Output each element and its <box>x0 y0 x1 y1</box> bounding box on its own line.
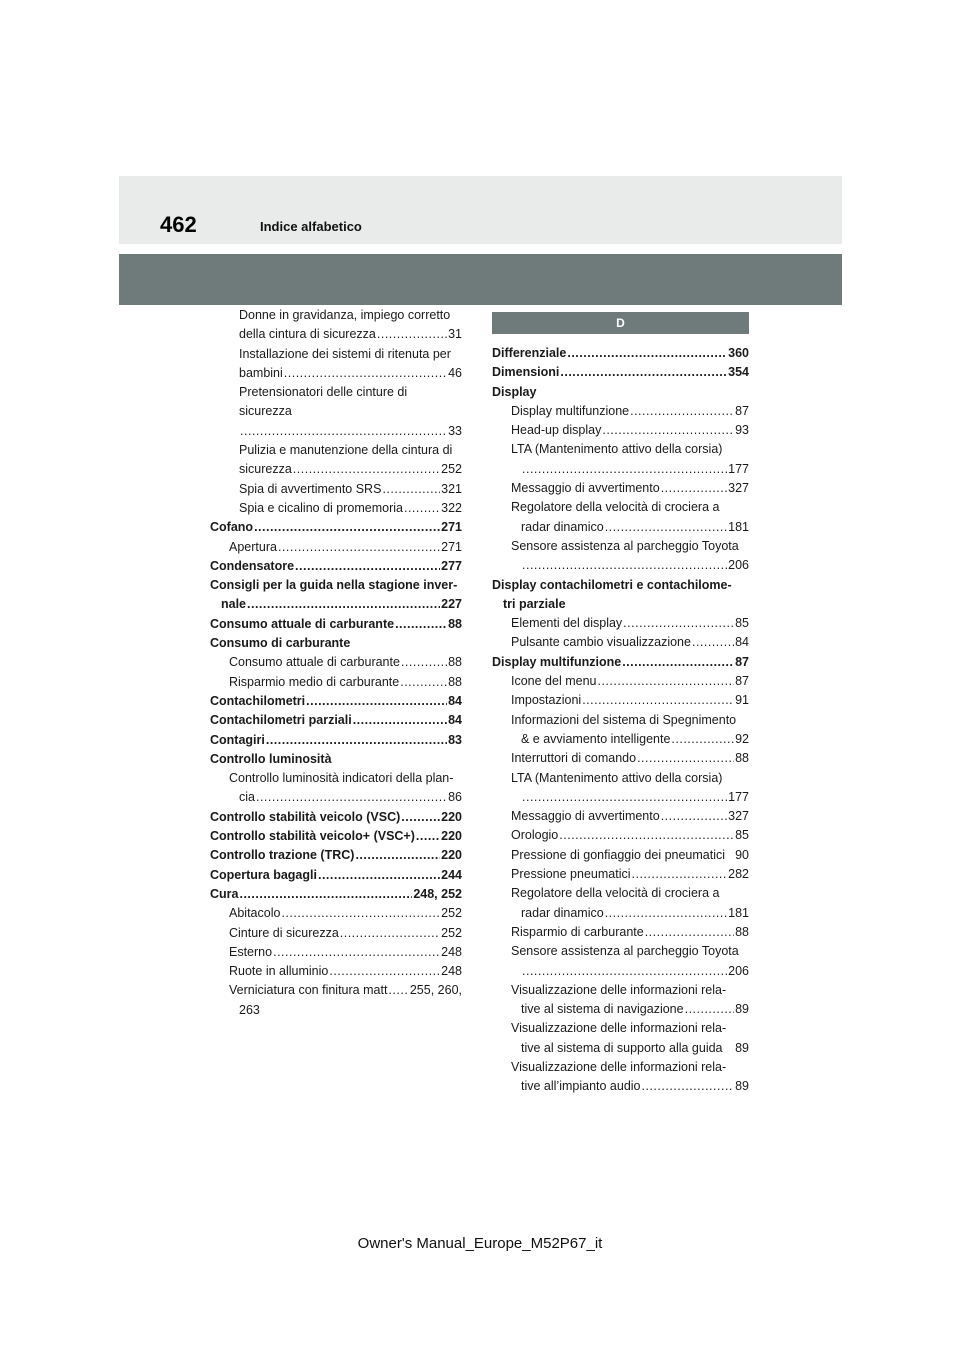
index-entry <box>210 422 462 441</box>
index-entry-text: Consumo attuale di carburante <box>210 616 395 631</box>
index-entry-text: Pulsante cambio visualizzazione <box>511 635 691 650</box>
index-entry-leader <box>559 826 734 845</box>
index-entry-text: tive all’impianto audio <box>521 1079 641 1094</box>
index-entry-leader <box>623 614 734 633</box>
index-entry-page: 88 <box>448 674 462 689</box>
index-entry-text: Apertura <box>229 539 277 554</box>
index-entry-text: Contagiri <box>210 732 265 747</box>
index-entry-leader <box>273 943 440 962</box>
index-entry: Consumo di carburante <box>210 636 351 651</box>
index-entry <box>492 923 749 942</box>
index-entry-page: 46 <box>448 365 462 380</box>
index-entry-leader <box>266 731 447 750</box>
index-entry-page: 87 <box>735 654 749 669</box>
index-entry: Sensore assistenza al parcheggio Toyota <box>511 538 739 553</box>
index-entry: Controllo luminosità <box>210 751 332 766</box>
index-entry: LTA (Mantenimento attivo della corsia) <box>511 770 723 785</box>
index-entry-text: Head-up display <box>511 423 602 438</box>
index-entry: Display <box>492 384 537 399</box>
index-entry-text: Controllo stabilità veicolo (VSC) <box>210 809 401 824</box>
index-entry-page: 83 <box>448 732 462 747</box>
index-entry <box>210 673 462 692</box>
index-entry-page: 87 <box>735 403 749 418</box>
index-entry-page: 252 <box>441 462 462 477</box>
index-entry-leader <box>605 904 727 923</box>
index-entry: Installazione dei sistemi di ritenuta per <box>239 346 451 361</box>
index-entry-page: 88 <box>448 655 462 670</box>
index-entry <box>492 421 749 440</box>
index-entry <box>210 866 462 885</box>
index-entry-text: Spia di avvertimento SRS <box>239 481 382 496</box>
index-entry <box>492 1039 749 1058</box>
index-entry: Visualizzazione delle informazioni rela- <box>511 1059 727 1074</box>
index-entry <box>492 633 749 652</box>
index-entry-page: 277 <box>441 558 462 573</box>
index-entry-leader <box>522 962 727 981</box>
index-entry-leader <box>400 673 447 692</box>
page-title: Indice alfabetico <box>260 219 362 234</box>
index-entry-text: Risparmio di carburante <box>511 924 644 939</box>
index-entry <box>210 885 462 904</box>
index-entry-text: Display multifunzione <box>492 654 622 669</box>
index-entry-leader <box>632 865 728 884</box>
index-entry-page: 89 <box>735 1002 749 1017</box>
index-entry-page: 360 <box>728 346 749 360</box>
index-entry: Regolatore della velocità di crociera a <box>511 500 720 515</box>
index-entry-leader <box>602 421 734 440</box>
index-entry <box>210 595 462 614</box>
index-entry <box>210 808 462 827</box>
index-entry-page: 33 <box>448 423 462 438</box>
index-entry-page: 85 <box>735 616 749 631</box>
index-entry <box>210 827 462 846</box>
index-entry-text: Display multifunzione <box>511 403 630 418</box>
index-entry-leader <box>597 672 734 691</box>
footer-text: Owner's Manual_Europe_M52P67_it <box>357 1235 603 1252</box>
index-entry-text: Verniciatura con finitura matt <box>229 983 388 998</box>
index-entry <box>492 344 749 363</box>
index-entry-text: Contachilometri parziali <box>210 713 352 728</box>
index-entry-page: 88 <box>735 924 749 939</box>
index-entry-page: 206 <box>728 558 749 573</box>
index-entry-text: Cinture di sicurezza <box>229 925 339 940</box>
index-entry-leader <box>377 325 447 344</box>
index-entry-leader <box>340 924 440 943</box>
index-entry-leader <box>382 480 440 499</box>
index-entry-leader <box>306 692 447 711</box>
index-entry <box>210 981 462 1000</box>
index-entry-page: 244 <box>441 867 462 882</box>
index-entry <box>492 865 749 884</box>
index-entry <box>210 615 462 634</box>
index-entry-page: 91 <box>735 693 749 708</box>
index-entry-page: 252 <box>441 906 462 921</box>
index-entry-leader <box>522 460 727 479</box>
index-entry-text: Messaggio di avvertimento <box>511 481 660 496</box>
index-entry-text: Interruttori di comando <box>511 751 637 766</box>
index-entry-text: Risparmio medio di carburante <box>229 674 400 689</box>
index-entry-page: 271 <box>441 539 462 554</box>
index-entry-leader <box>240 422 447 441</box>
index-entry-leader <box>329 962 440 981</box>
index-entry <box>210 557 462 576</box>
index-entry-page: 88 <box>735 751 749 766</box>
index-entry-text: Abitacolo <box>229 906 281 921</box>
index-entry-text: Pressione pneumatici <box>511 867 631 882</box>
index-entry-leader <box>661 807 727 826</box>
index-entry-page: 92 <box>735 731 749 746</box>
index-entry-leader <box>416 827 440 846</box>
index-entry-text: Icone del menu <box>511 674 597 689</box>
index-entry <box>492 749 749 768</box>
index-entry-leader <box>645 923 734 942</box>
index-entry <box>210 692 462 711</box>
page-number: 462 <box>160 212 197 237</box>
index-entry: Visualizzazione delle informazioni rela- <box>511 982 727 997</box>
index-list-right <box>492 344 749 1097</box>
index-entry: Regolatore della velocità di crociera a <box>511 886 720 901</box>
index-entry <box>492 788 749 807</box>
index-entry-page: 248, 252 <box>413 886 462 901</box>
index-entry-text: Impostazioni <box>511 693 582 708</box>
index-entry-text: Contachilometri <box>210 693 306 708</box>
index-entry-page: 181 <box>728 519 749 534</box>
header-decor-bar <box>119 254 842 305</box>
index-entry-page: 84 <box>735 635 749 650</box>
index-entry <box>492 1000 749 1019</box>
index-entry-page: 181 <box>728 905 749 920</box>
index-entry-text: Elementi del display <box>511 616 623 631</box>
index-column-left <box>210 306 462 1020</box>
index-entry-page: 88 <box>448 616 462 631</box>
index-entry-leader <box>671 730 734 749</box>
index-entry-text: Messaggio di avvertimento <box>511 809 660 824</box>
index-entry <box>492 672 749 691</box>
index-entry-page: 84 <box>448 693 462 708</box>
index-entry-leader <box>630 402 734 421</box>
index-entry-text: Controllo stabilità veicolo+ (VSC+) <box>210 829 415 844</box>
index-entry-text: tive al sistema di supporto alla guida <box>521 1040 723 1055</box>
index-entry-leader <box>401 808 440 827</box>
index-entry-page: 31 <box>448 327 462 342</box>
index-entry-text: Condensatore <box>210 558 295 573</box>
index-entry-leader <box>395 615 447 634</box>
index-entry-leader <box>560 363 727 382</box>
index-entry <box>492 402 749 421</box>
index-entry-leader <box>318 866 440 885</box>
index-entry: tri parziale <box>503 596 566 611</box>
index-entry-page: 89 <box>735 1040 749 1055</box>
index-entry <box>210 653 462 672</box>
index-entry-text: Esterno <box>229 944 273 959</box>
index-entry-leader <box>522 788 727 807</box>
index-entry-text: & e avviamento intelligente <box>521 731 671 746</box>
index-entry <box>492 653 749 672</box>
index-entry-page: 206 <box>728 963 749 978</box>
index-entry <box>492 614 749 633</box>
index-entry-leader <box>605 518 727 537</box>
index-entry <box>492 556 749 575</box>
index-entry <box>210 499 462 518</box>
index-entry: 263 <box>239 1002 260 1017</box>
index-entry-page: 93 <box>735 423 749 438</box>
index-entry-leader <box>254 518 440 537</box>
index-entry: Sensore assistenza al parcheggio Toyota <box>511 944 739 959</box>
index-entry-leader <box>661 479 727 498</box>
index-entry: Pretensionatori delle cinture di sicurezza <box>239 385 408 419</box>
index-entry-page: 177 <box>728 789 749 804</box>
index-entry-page: 220 <box>441 848 462 863</box>
index-entry-leader <box>278 538 440 557</box>
index-entry-page: 177 <box>728 461 749 476</box>
index-entry <box>492 962 749 981</box>
index-entry: Display contachilometri e contachilome- <box>492 577 732 592</box>
index-entry: LTA (Mantenimento attivo della corsia) <box>511 442 723 457</box>
index-entry-text: Controllo trazione (TRC) <box>210 848 355 863</box>
index-entry: Informazioni del sistema di Spegnimento <box>511 712 737 727</box>
index-entry <box>210 924 462 943</box>
index-entry <box>210 962 462 981</box>
index-entry <box>492 691 749 710</box>
section-letter-header: D <box>492 312 749 334</box>
index-entry-leader <box>256 788 447 807</box>
index-entry-page: 252 <box>441 925 462 940</box>
index-entry-text: cia <box>239 790 255 805</box>
index-entry-text: radar dinamico <box>521 905 604 920</box>
index-entry <box>210 846 462 865</box>
index-entry-leader <box>239 885 412 904</box>
index-entry <box>492 807 749 826</box>
index-entry <box>210 538 462 557</box>
index-entry <box>492 730 749 749</box>
index-entry-page: 90 <box>735 847 749 862</box>
index-entry-leader <box>355 846 440 865</box>
index-entry <box>210 943 462 962</box>
index-entry-page: 86 <box>448 790 462 805</box>
index-entry-page: 87 <box>735 674 749 689</box>
index-entry-leader <box>281 904 440 923</box>
index-entry: Consigli per la guida nella stagione inver- <box>210 578 458 593</box>
index-entry-text: Consumo attuale di carburante <box>229 655 400 670</box>
index-entry <box>210 788 462 807</box>
index-entry <box>210 325 462 344</box>
index-entry-leader <box>293 460 440 479</box>
index-entry <box>492 518 749 537</box>
index-entry-page: 255, 260, <box>409 983 462 998</box>
index-entry-leader <box>388 981 408 1000</box>
index-entry-leader <box>622 653 734 672</box>
index-entry-leader <box>295 557 440 576</box>
index-entry: Visualizzazione delle informazioni rela- <box>511 1021 727 1036</box>
index-entry-text: Orologio <box>511 828 559 843</box>
index-entry-page: 327 <box>728 481 749 496</box>
index-entry-page: 220 <box>441 809 462 824</box>
index-entry-leader <box>247 595 440 614</box>
index-entry-text: Differenziale <box>492 346 567 360</box>
index-entry-text: Pressione di gonfiaggio dei pneumatici <box>511 847 726 862</box>
index-entry <box>210 460 462 479</box>
index-entry-page: 322 <box>441 500 462 515</box>
index-entry-text: Cofano <box>210 520 254 535</box>
header-band <box>119 176 842 244</box>
index-entry-page: 248 <box>441 964 462 979</box>
index-entry <box>210 518 462 537</box>
index-entry-page: 321 <box>441 481 462 496</box>
index-entry-leader <box>353 711 447 730</box>
index-entry <box>210 731 462 750</box>
index-entry <box>492 479 749 498</box>
index-entry-text: nale <box>221 597 247 612</box>
index-entry-leader <box>582 691 734 710</box>
index-entry-text: Copertura bagagli <box>210 867 317 882</box>
index-entry-text: Dimensioni <box>492 365 560 380</box>
index-entry-text: radar dinamico <box>521 519 604 534</box>
index-entry <box>492 1077 749 1096</box>
index-entry-leader <box>522 556 727 575</box>
index-entry <box>210 364 462 383</box>
index-entry-page: 354 <box>728 365 749 380</box>
index-entry-page: 227 <box>441 597 462 612</box>
index-entry <box>210 480 462 499</box>
index-entry: Controllo luminosità indicatori della plan- <box>229 771 454 786</box>
index-entry-text: bambini <box>239 365 283 380</box>
index-entry-page: 271 <box>441 520 462 535</box>
index-entry-page: 85 <box>735 828 749 843</box>
index-entry-page: 84 <box>448 713 462 728</box>
index-entry-page: 248 <box>441 944 462 959</box>
index-entry-text: Ruote in alluminio <box>229 964 329 979</box>
index-entry-text: Cura <box>210 886 239 901</box>
index-entry-page: 220 <box>441 829 462 844</box>
index-entry-page: 327 <box>728 809 749 824</box>
index-entry-leader <box>637 749 734 768</box>
index-entry-leader <box>404 499 440 518</box>
index-entry-leader <box>401 653 447 672</box>
index-entry-text: della cintura di sicurezza <box>239 327 376 342</box>
index-entry <box>210 711 462 730</box>
index-entry-text: sicurezza <box>239 462 292 477</box>
index-entry <box>210 904 462 923</box>
index-entry-leader <box>284 364 447 383</box>
index-entry-page: 89 <box>735 1079 749 1094</box>
index-entry-text: tive al sistema di navigazione <box>521 1002 684 1017</box>
index-entry-text: Spia e cicalino di promemoria <box>239 500 403 515</box>
index-entry: Pulizia e manutenzione della cintura di <box>239 443 453 458</box>
index-entry: Donne in gravidanza, impiego corretto <box>239 308 451 322</box>
index-entry <box>492 904 749 923</box>
index-entry-leader <box>567 344 727 363</box>
index-entry-leader <box>692 633 734 652</box>
index-entry <box>492 846 749 865</box>
index-entry-page: 282 <box>728 867 749 882</box>
index-entry <box>492 460 749 479</box>
index-column-right <box>492 306 749 1097</box>
index-entry-leader <box>642 1077 735 1096</box>
index-entry <box>492 826 749 845</box>
index-entry-leader <box>685 1000 735 1019</box>
index-entry <box>492 363 749 382</box>
